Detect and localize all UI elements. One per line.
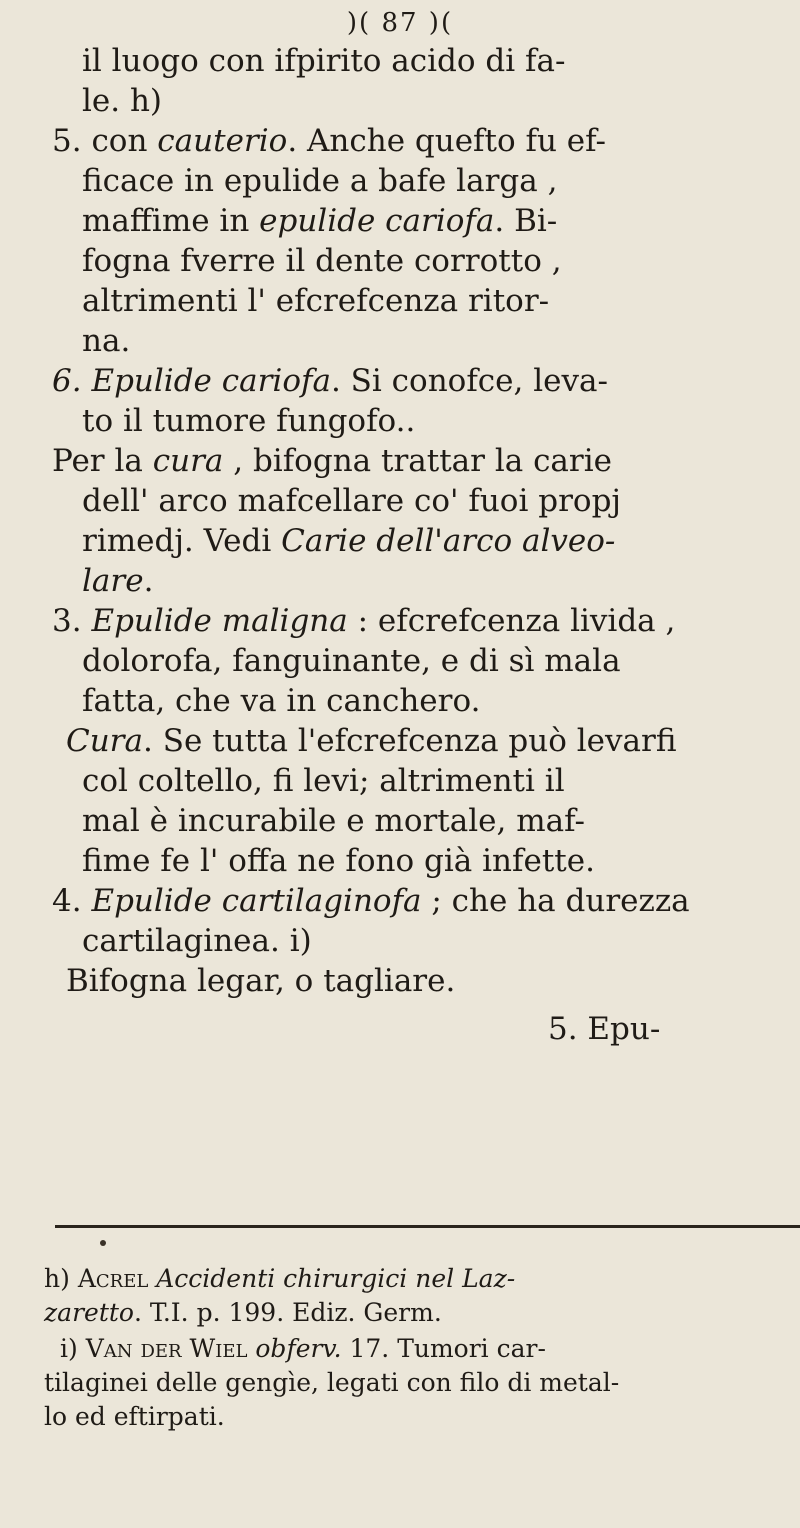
text-line: maffime in epulide cariofa. Bi- — [82, 203, 558, 239]
text-line: Per la cura , bifogna trattar la carie — [52, 443, 612, 479]
text-line: rimedj. Vedi Carie dell'arco alveo- — [82, 523, 616, 559]
page-number: )( 87 )( — [346, 8, 454, 38]
footnote-h-line2: zaretto. T.I. p. 199. Ediz. Germ. — [44, 1298, 442, 1327]
text-line: cartilaginea. i) — [82, 923, 312, 959]
footnote-i: i) Van der Wiel obferv. 17. Tumori car- — [60, 1334, 546, 1363]
list-item-5: 5. con cauterio. Anche quefto fu ef- — [52, 123, 606, 159]
text-line: altrimenti l' efcrefcenza ritor- — [82, 283, 550, 319]
catchword: 5. Epu- — [548, 1011, 661, 1047]
text-line: Cura. Se tutta l'efcrefcenza può levarfi — [66, 723, 677, 759]
item-number: 5. — [52, 123, 82, 159]
text-line: le. h) — [82, 83, 163, 119]
list-item-3: 3. Epulide maligna : efcrefcenza livida , — [52, 603, 676, 639]
ink-speck — [100, 1240, 106, 1246]
footnote-rule — [55, 1225, 800, 1228]
footnote-i-line2: tilaginei delle gengìe, legati con filo di metal- — [44, 1368, 620, 1397]
text-line: ficace in epulide a bafe larga , — [82, 163, 558, 199]
text-line: mal è incurabile e mortale, maf- — [82, 803, 585, 839]
text-line: na. — [82, 323, 131, 359]
item-number: 6. — [52, 363, 82, 399]
text-line: dolorofa, fanguinante, e di sì mala — [82, 643, 621, 679]
text-line: lare. — [82, 563, 154, 599]
text-line: fogna fverre il dente corrotto , — [82, 243, 562, 279]
text-line: to il tumore fungofo.. — [82, 403, 416, 439]
text-line: dell' arco mafcellare co' fuoi propj — [82, 483, 622, 519]
footnote-i-line3: lo ed eftirpati. — [44, 1402, 225, 1431]
item-number: 3. — [52, 603, 82, 639]
list-item-6: 6. Epulide cariofa. Si conofce, leva- — [52, 363, 608, 399]
text-line: Bifogna legar, o tagliare. — [66, 963, 456, 999]
list-item-4: 4. Epulide cartilaginofa ; che ha durezza — [52, 883, 690, 919]
footnote-h: h) Acrel Accidenti chirurgici nel Laz- — [44, 1264, 516, 1293]
text-line: col coltello, fi levi; altrimenti il — [82, 763, 565, 799]
text-line: fime fe l' offa ne fono già infette. — [82, 843, 595, 879]
item-number: 4. — [52, 883, 82, 919]
text-line: fatta, che va in canchero. — [82, 683, 481, 719]
text-line: il luogo con ifpirito acido di fa- — [82, 43, 566, 79]
